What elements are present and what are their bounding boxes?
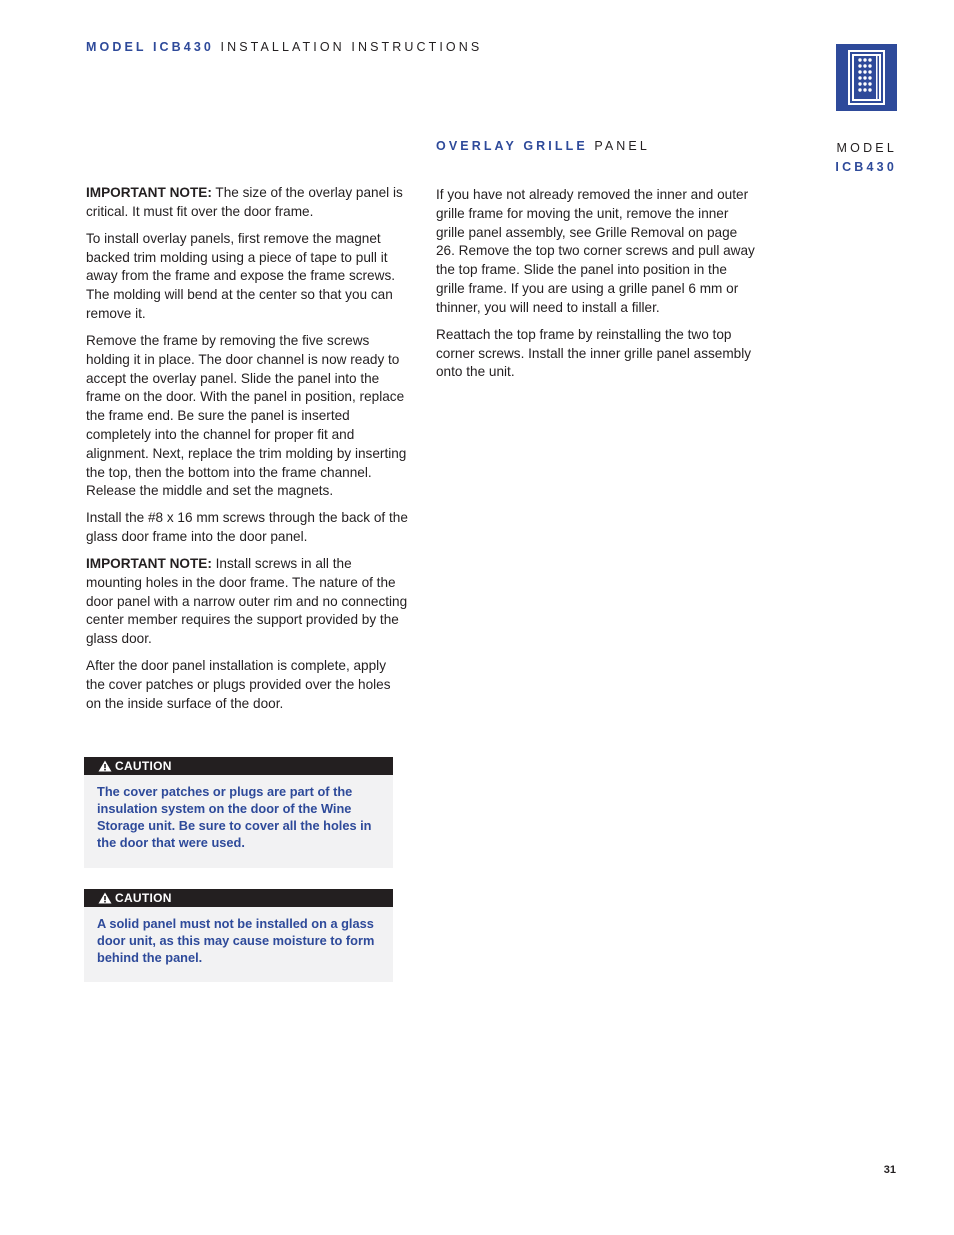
side-model-code: ICB430 xyxy=(835,160,897,174)
page-number: 31 xyxy=(883,1164,896,1176)
section-title-bold: OVERLAY GRILLE xyxy=(436,139,588,153)
header-model: MODEL ICB430 xyxy=(86,40,214,54)
important-note-label: IMPORTANT NOTE: xyxy=(86,556,212,572)
caution-box xyxy=(84,889,393,982)
header-title: INSTALLATION INSTRUCTIONS xyxy=(213,40,483,54)
paragraph: Remove the frame by removing the five screws holding it in place. The door channel is now ready to accept the overlay panel. Slide the panel into the frame on the door. With the panel in position, replace the frame end. Be sure the panel is inserted completely into the channel for proper fit and alignment. Next, replace the trim molding by inserting the top, then the bottom into the frame channel. Release the middle and set the magnets. xyxy=(86,332,407,499)
caution-label: CAUTION xyxy=(115,891,172,905)
caution-bar xyxy=(84,757,393,775)
page-header xyxy=(86,40,482,54)
right-column xyxy=(436,186,758,390)
caution-text: A solid panel must not be installed on a glass door unit, as this may cause moisture to form behind the panel. xyxy=(97,916,375,965)
caution-text: The cover patches or plugs are part of the insulation system on the door of the Wine Storage unit. Be sure to cover all the holes in the door that were used. xyxy=(97,784,372,850)
important-note-label: IMPORTANT NOTE: xyxy=(86,185,212,200)
side-model-word: MODEL xyxy=(836,141,897,155)
paragraph: After the door panel installation is complete, apply the cover patches or plugs provided over the holes on the inside surface of the door. xyxy=(86,658,391,711)
warning-triangle-icon xyxy=(98,760,112,772)
section-title xyxy=(436,139,650,153)
paragraph xyxy=(86,555,408,649)
left-column xyxy=(86,184,408,722)
section-title-rest: PANEL xyxy=(587,139,650,153)
wine-cabinet-icon xyxy=(836,44,897,111)
warning-triangle-icon xyxy=(98,892,112,904)
paragraph: To install overlay panels, first remove the magnet backed trim molding using a piece of tape to pull it away from the frame and expose the frame screws. The molding will bend at the center so that you can remove it. xyxy=(86,230,396,321)
paragraph-text: The size of the overlay panel is critical. It must fit over the door frame. xyxy=(86,185,403,219)
side-model-label xyxy=(835,139,897,177)
paragraph: Install the #8 x 16 mm screws through the back of the glass door frame into the door panel. xyxy=(86,510,408,545)
paragraph: Reattach the top frame by reinstalling the two top corner screws. Install the inner grille panel assembly onto the unit. xyxy=(436,326,752,380)
paragraph: If you have not already removed the inner and outer grille frame for moving the unit, remove the inner grille panel assembly, see Grille Removal on page 26. Remove the top two corner screws and pull away the top frame. Slide the panel into position in the grille frame. If you are using a grille panel 6 mm or thinner, you will need to install a filler. xyxy=(436,187,755,315)
caution-bar xyxy=(84,889,393,907)
caution-box xyxy=(84,757,393,868)
paragraph xyxy=(86,184,408,222)
paragraph-text: Install screws in all the mounting holes in the door frame. The nature of the door panel with a narrow outer rim and no connecting center member requires the support provided by the glass door. xyxy=(86,556,408,647)
caution-label: CAUTION xyxy=(115,759,172,773)
